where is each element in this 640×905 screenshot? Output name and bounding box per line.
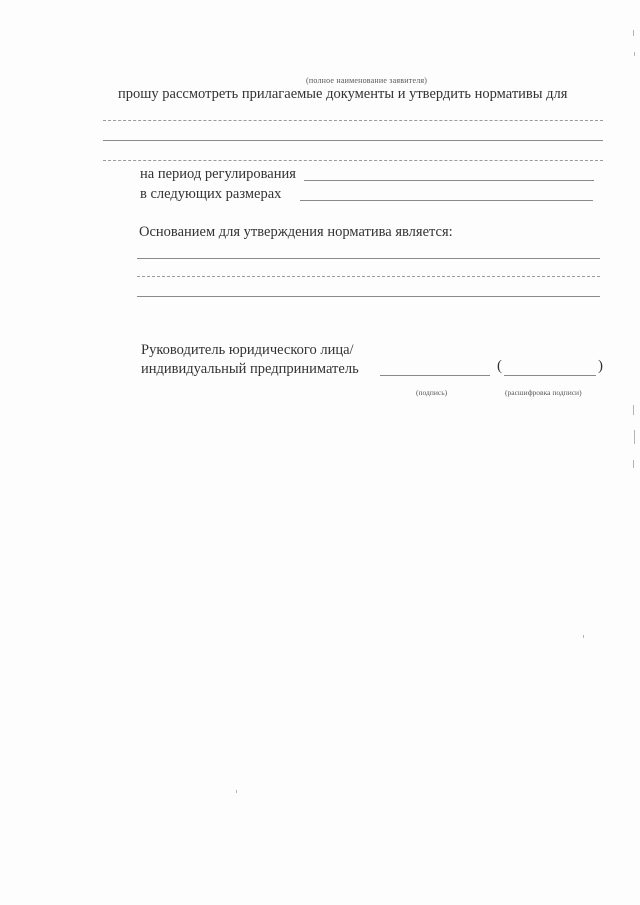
scan-mark <box>634 52 635 56</box>
scan-mark <box>236 790 237 793</box>
blank-line-2 <box>103 140 603 141</box>
signature-line <box>380 375 490 376</box>
scan-mark <box>633 30 634 36</box>
applicant-caption: (полное наименование заявителя) <box>306 76 428 85</box>
scan-mark <box>634 430 635 444</box>
request-text: прошу рассмотреть прилагаемые документы и утвердить нормативы для <box>118 86 568 102</box>
scan-mark <box>583 635 584 638</box>
signatory-title-line-2: индивидуальный предприниматель <box>141 361 359 377</box>
period-line <box>304 180 594 181</box>
open-paren: ( <box>497 358 502 374</box>
decode-caption: (расшифровка подписи) <box>505 388 582 397</box>
basis-line-3 <box>137 296 600 297</box>
scan-mark <box>633 405 634 415</box>
blank-line-1 <box>103 120 603 121</box>
basis-line-1 <box>137 258 600 259</box>
blank-line-3 <box>103 160 603 161</box>
basis-heading: Основанием для утверждения норматива является: <box>139 224 453 240</box>
signature-caption: (подпись) <box>416 388 448 397</box>
amounts-label: в следующих размерах <box>140 186 282 202</box>
basis-line-2 <box>137 276 600 277</box>
period-label: на период регулирования <box>140 166 296 182</box>
scan-mark <box>633 460 634 468</box>
close-paren: ) <box>598 358 603 374</box>
amounts-line <box>300 200 593 201</box>
signatory-title-line-1: Руководитель юридического лица/ <box>141 342 354 358</box>
signature-decode-line <box>504 375 596 376</box>
